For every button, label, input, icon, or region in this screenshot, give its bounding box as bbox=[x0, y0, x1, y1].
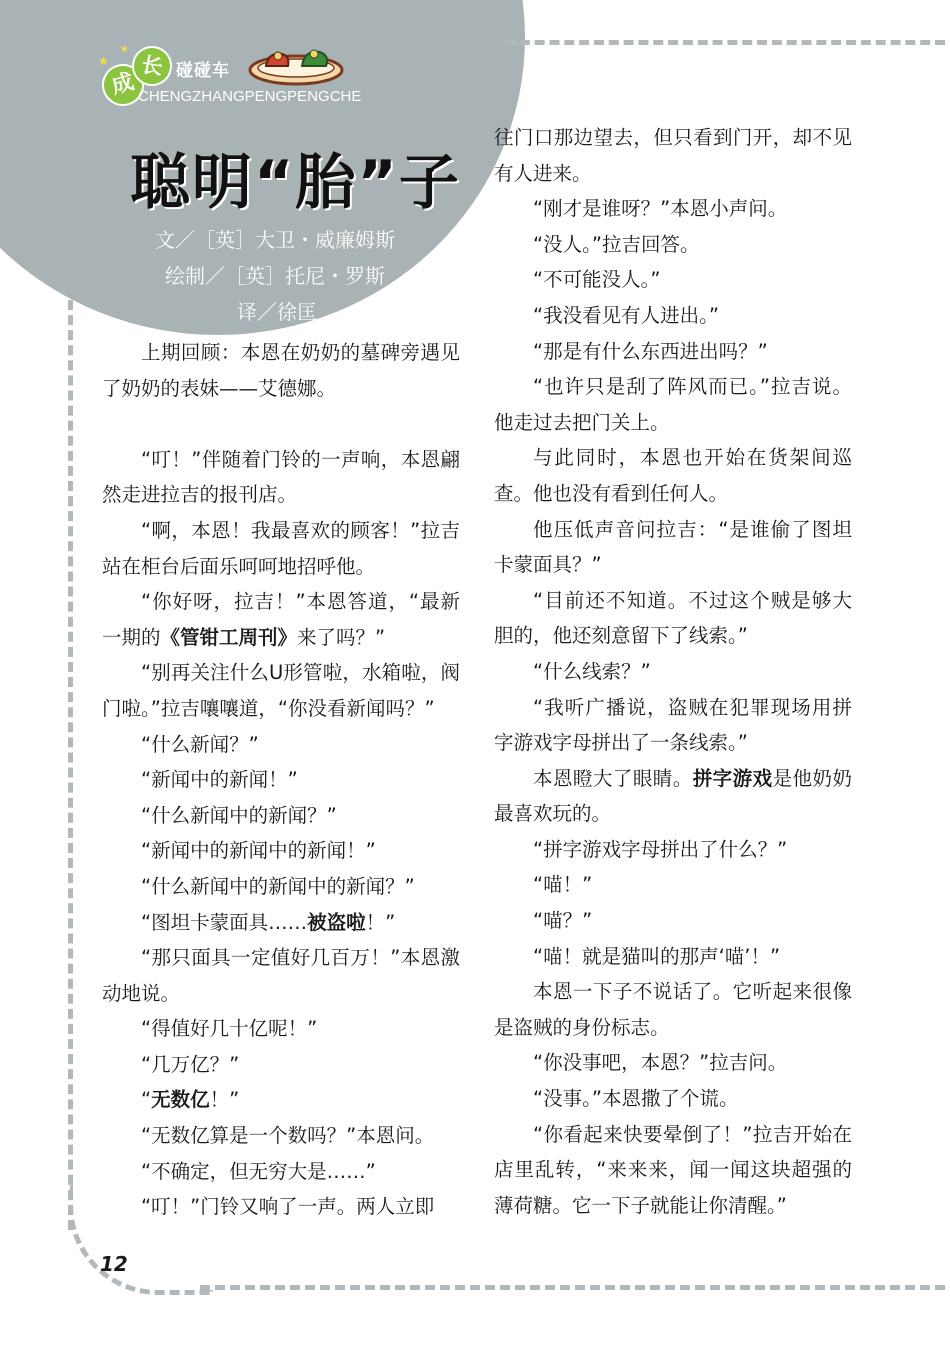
paragraph: “拼字游戏字母拼出了什么？” bbox=[533, 837, 788, 861]
paragraph: “你没事吧，本恩？”拉吉问。 bbox=[533, 1051, 788, 1075]
paragraph: 本恩一下子不说话了。它听起来很像是盗贼的身份标志。 bbox=[494, 980, 852, 1039]
paragraph: 他压低声音问拉吉：“是谁偷了图坦卡蒙面具？” bbox=[494, 517, 852, 577]
paragraph: “新闻中的新闻中的新闻！” bbox=[141, 839, 376, 863]
author-credit: 文／［英］大卫・威廉姆斯 bbox=[155, 228, 395, 252]
paragraph bbox=[102, 905, 460, 941]
star-icon: ★ bbox=[98, 54, 109, 68]
paragraph: “得值好几十亿呢！” bbox=[141, 1017, 318, 1041]
magazine-title: 《管钳工周刊》 bbox=[160, 625, 298, 649]
column-logo bbox=[98, 42, 368, 112]
paragraph: “目前还不知道。不过这个贼是够大胆的，他还刻意留下了线索。” bbox=[494, 588, 852, 648]
paragraph: “那是有什么东西进出吗？” bbox=[533, 339, 768, 363]
text-run: “你好呀，拉吉！”本恩答道，“最新一期的 bbox=[102, 590, 460, 649]
paragraph: “什么新闻中的新闻？” bbox=[141, 803, 337, 827]
paragraph: “不可能没人。” bbox=[533, 268, 661, 292]
article-title: 聪明“胎”子 bbox=[130, 148, 461, 218]
paragraph: “叮！”门铃又响了一声。两人立即 bbox=[141, 1195, 435, 1219]
paragraph: “刚才是谁呀？”本恩小声问。 bbox=[533, 197, 788, 221]
paragraph: “叮！”伴随着门铃的一声响，本恩翩然走进拉吉的报刊店。 bbox=[102, 447, 460, 507]
paragraph: “别再关注什么U形管啦，水箱啦，阀门啦。”拉吉嚷嚷道，“你没看新闻吗？” bbox=[102, 661, 460, 720]
paragraph: “喵？” bbox=[533, 909, 593, 933]
text-run: “图坦卡蒙面具…… bbox=[141, 910, 308, 934]
illustrator-credit: 绘制／［英］托尼・罗斯 bbox=[165, 264, 385, 288]
paragraph: “新闻中的新闻！” bbox=[141, 768, 298, 792]
translator-credit: 译／徐匡 bbox=[237, 300, 317, 324]
paragraph: 往门口那边望去，但只看到门开，却不见有人进来。 bbox=[494, 126, 852, 185]
paragraph: “啊，本恩！我最喜欢的顾客！”拉吉站在柜台后面乐呵呵地招呼他。 bbox=[102, 518, 460, 578]
bumper-car-icon bbox=[246, 38, 346, 88]
left-text-column bbox=[102, 335, 460, 1225]
paragraph: “没事。”本恩撒了个谎。 bbox=[533, 1087, 739, 1111]
paragraph: “你看起来快要晕倒了！”拉吉开始在店里乱转，“来来来，闻一闻这块超强的薄荷糖。它一下子就能让你清醒。” bbox=[494, 1122, 852, 1217]
paragraph: “没人。”拉吉回答。 bbox=[533, 232, 700, 256]
bottom-dashed-border bbox=[200, 1285, 945, 1290]
emphasis-scrabble: 拼字游戏 bbox=[692, 766, 773, 790]
text-run: 来了吗？” bbox=[297, 625, 386, 649]
paragraph: “不确定，但无穷大是……” bbox=[141, 1159, 376, 1183]
paragraph: “喵！” bbox=[533, 873, 593, 897]
text-run: “ bbox=[141, 1088, 152, 1112]
paragraph: “喵！就是猫叫的那声‘喵’！” bbox=[533, 944, 781, 968]
left-dashed-border bbox=[68, 300, 73, 1230]
paragraph: “几万亿？” bbox=[141, 1052, 240, 1076]
paragraph: “什么线索？” bbox=[533, 659, 651, 683]
page-number: 12 bbox=[100, 1252, 128, 1276]
text-run: 本恩瞪大了眼睛。 bbox=[533, 766, 693, 790]
text-run: ！” bbox=[365, 910, 396, 934]
paragraph: “我听广播说，盗贼在犯罪现场用拼字游戏字母拼出了一条线索。” bbox=[494, 695, 852, 755]
paragraph: “也许只是刮了阵风而已。”拉吉说。他走过去把门关上。 bbox=[494, 375, 852, 434]
paragraph: “那只面具一定值好几百万！”本恩激动地说。 bbox=[102, 946, 460, 1005]
emphasis-stolen: 被盗啦 bbox=[307, 910, 366, 934]
right-text-column bbox=[494, 120, 852, 1223]
logo-pinyin: CHENGZHANGPENGPENGCHE bbox=[138, 88, 362, 105]
paragraph: “无数亿算是一个数吗？”本恩问。 bbox=[141, 1124, 435, 1148]
paragraph: “什么新闻中的新闻中的新闻？” bbox=[141, 874, 415, 898]
paragraph bbox=[494, 761, 852, 832]
paragraph: “什么新闻？” bbox=[141, 732, 259, 756]
top-dashed-border bbox=[505, 40, 945, 45]
paragraph: 上期回顾：本恩在奶奶的墓碑旁遇见了奶奶的表妹——艾德娜。 bbox=[102, 341, 460, 400]
paragraph bbox=[102, 584, 460, 655]
logo-char-cheng: 成 bbox=[97, 59, 148, 110]
emphasis-countless: 无数亿 bbox=[151, 1088, 210, 1112]
paragraph: “我没看见有人进出。” bbox=[533, 303, 719, 327]
logo-label: 碰碰车 bbox=[176, 61, 230, 81]
text-run: 是他奶奶最喜欢玩的。 bbox=[494, 766, 852, 826]
paragraph: 与此同时，本恩也开始在货架间巡查。他也没有看到任何人。 bbox=[494, 446, 852, 505]
logo-char-zhang: 长 bbox=[129, 43, 175, 89]
paragraph bbox=[102, 1082, 460, 1118]
text-run: ！” bbox=[209, 1088, 240, 1112]
star-icon: ★ bbox=[120, 44, 129, 55]
